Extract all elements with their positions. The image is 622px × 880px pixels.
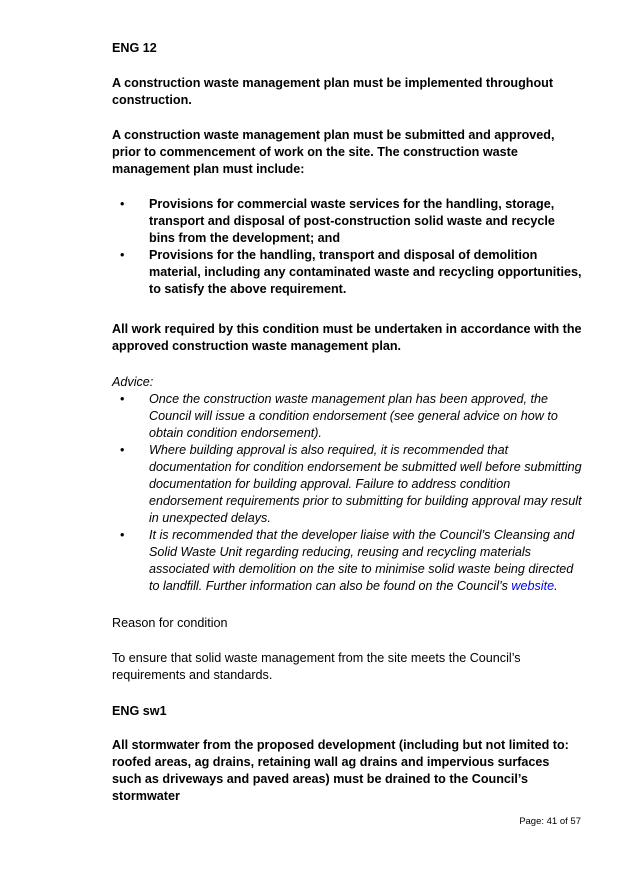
- website-link[interactable]: website: [511, 579, 555, 593]
- heading-eng-12: ENG 12: [112, 41, 157, 55]
- advice-label: Advice:: [112, 375, 154, 389]
- paragraph-stormwater: All stormwater from the proposed development (including but not limited to: roofed areas, ag drains, retaining wall ag drains and impervious surfaces such as driveways and paved areas) must be drained to the Council’s stormwater: [112, 738, 569, 803]
- paragraph-submit-plan: A construction waste management plan must be submitted and approved, prior to commencement of work on the site. The construction waste management plan must include:: [112, 128, 555, 176]
- advice-list: [112, 391, 582, 595]
- paragraph-implement-plan: A construction waste management plan must be implemented throughout construction.: [112, 76, 554, 107]
- bullet-glyph: •: [120, 392, 125, 406]
- list-item: • Once the construction waste management plan has been approved, the Council will issue a condition endorsement (see general advice on how to obtain condition endorsement).: [120, 392, 558, 440]
- paragraph-work-accordance: All work required by this condition must be undertaken in accordance with the approved construction waste management plan.: [112, 322, 582, 353]
- list-item: • Provisions for the handling, transport and disposal of demolition material, including any contaminated waste and recycling opportunities, to satisfy the above requirement.: [120, 248, 582, 296]
- bullet-glyph: •: [120, 197, 125, 211]
- list-item: • Provisions for commercial waste services for the handling, storage, transport and disposal of post-construction solid waste and recycle bins from the development; and: [120, 197, 555, 245]
- list-item: • It is recommended that the developer liaise with the Council’s Cleansing and Solid Waste Unit regarding reducing, reusing and recycling materials associated with demolition on the site to minimise solid waste being directed to landfill. Further information can also be found on the Council’s website.: [120, 528, 575, 593]
- bullet-glyph: •: [120, 528, 125, 542]
- list-item: • Where building approval is also required, it is recommended that documentation for condition endorsement be submitted well before submitting documentation for building approval. Failure to address condition endorsement requirements prior to submitting for building approval may result in unexpected delays.: [120, 443, 582, 525]
- reason-text: To ensure that solid waste management from the site meets the Council’s requirements and standards.: [112, 651, 521, 682]
- bullet-glyph: •: [120, 248, 125, 262]
- reason-label: Reason for condition: [112, 616, 228, 630]
- bullet-glyph: •: [120, 443, 125, 457]
- page-number: Page: 41 of 57: [519, 816, 581, 827]
- heading-eng-sw1: ENG sw1: [112, 704, 167, 718]
- plan-requirements-list: [112, 196, 582, 298]
